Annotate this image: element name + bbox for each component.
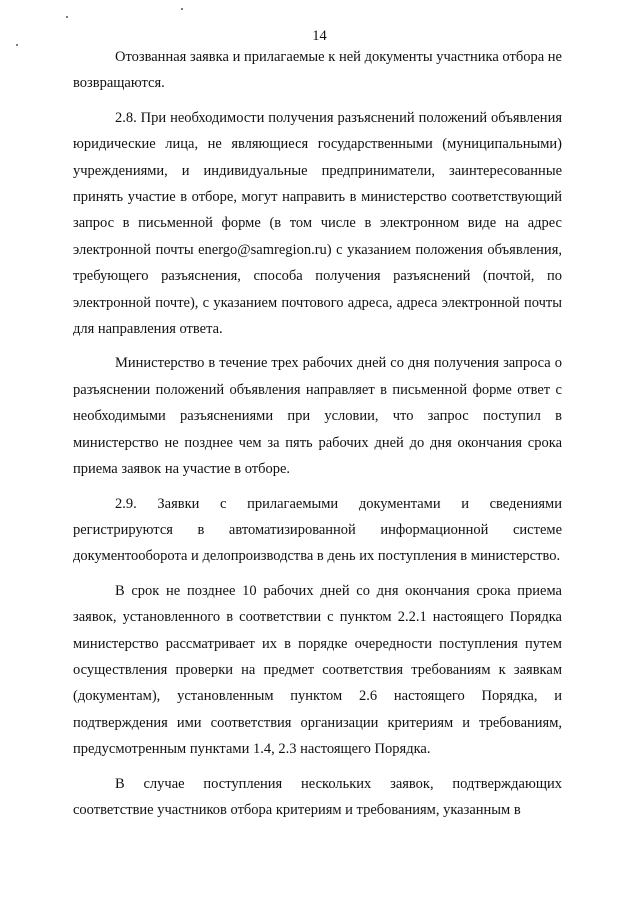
scan-speck	[16, 44, 18, 46]
paragraph-gap	[73, 570, 562, 578]
paragraph-2-9: 2.9. Заявки с прилагаемыми документами и сведениями регистрируются в автоматизированной информационной системе документооборота и делопроизводства в день их поступления в министерство.	[73, 495, 562, 565]
paragraph-gap	[73, 97, 562, 105]
scan-speck	[66, 16, 68, 18]
document-body	[73, 44, 562, 823]
paragraph-gap	[73, 483, 562, 491]
paragraph-review-deadline: В срок не позднее 10 рабочих дней со дня окончания срока приема заявок, установленного в соответствии с пунктом 2.2.1 настоящего Порядка министерство рассматривает их в порядке очередности поступления путем осуществления проверки на предмет соответствия требованиям к заявкам (документам), установленным пунктом 2.6 настоящего Порядка, и подтверждения ими соответствия организации критериям и требованиям, предусмотренным пунктами 1.4, 2.3 настоящего Порядка.	[73, 582, 562, 758]
paragraph-multiple-applications: В случае поступления нескольких заявок, подтверждающих соответствие участников отбора критериям и требованиям, указанным в	[73, 775, 562, 818]
paragraph-gap	[73, 342, 562, 350]
paragraph-gap	[73, 763, 562, 771]
scan-speck	[181, 8, 183, 10]
paragraph-2-8: 2.8. При необходимости получения разъяснений положений объявления юридические лица, не являющиеся государственными (муниципальными) учреждениями, и индивидуальные предприниматели, заинтересованные принять участие в отборе, могут направить в министерство соответствующий запрос в письменной форме (в том числе в электронном виде на адрес электронной почты energo@samregion.ru) с указанием положения объявления, требующего разъяснения, способа получения разъяснений (почтой, по электронной почте), с указанием почтового адреса, адреса электронной почты для направления ответа.	[73, 109, 562, 338]
paragraph-ministry-response: Министерство в течение трех рабочих дней со дня получения запроса о разъяснении положений объявления направляет в письменной форме ответ с необходимыми разъяснениями при условии, что запрос поступил в министерство не позднее чем за пять рабочих дней до дня окончания срока приема заявок на участие в отборе.	[73, 355, 562, 478]
paragraph-withdrawn-application: Отозванная заявка и прилагаемые к ней документы участника отбора не возвращаются.	[73, 49, 562, 92]
page-number: 14	[312, 28, 327, 44]
